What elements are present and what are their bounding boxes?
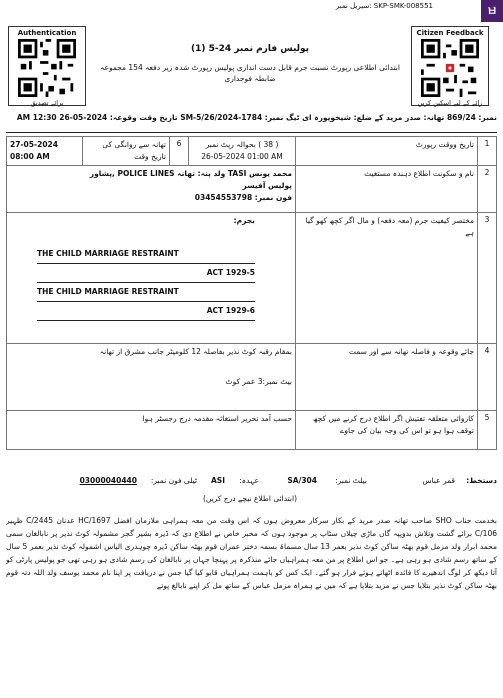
authentication-qr-title: Authentication xyxy=(17,29,77,37)
citizen-feedback-qr-caption: رائے کے لیے اسکین کریں xyxy=(417,99,483,107)
rank-label: عہدہ: xyxy=(239,476,259,485)
table-row xyxy=(7,166,497,213)
phone-label: ٹیلی فون نمبر: xyxy=(150,476,197,485)
row-number: 4 xyxy=(478,344,497,411)
crime-act-line: ACT 1929-6 xyxy=(37,302,255,321)
info-note: (ابتدائی اطلاع نیچے درج کریں) xyxy=(202,494,298,503)
beat-number: بیٹ نمبر:3 عمر کوٹ xyxy=(225,377,292,386)
complainant-phone: فون نمبر: 03454553798 xyxy=(194,193,292,202)
row-label: تاریخ ووقت رپورٹ xyxy=(296,137,478,166)
crime-heading: بجرم: xyxy=(233,216,255,225)
belt-label: بیلٹ نمبر: xyxy=(335,476,367,485)
row-number: 6 xyxy=(170,137,189,166)
row-label: مختصر کیفیت جرم (معہ دفعہ) و مال اگر کچھ کھو گیا ہے xyxy=(296,213,478,344)
authentication-qr-code-icon xyxy=(18,39,76,97)
logo xyxy=(481,0,503,22)
citizen-feedback-qr-code-icon xyxy=(421,39,479,97)
table-row xyxy=(7,213,497,344)
row-value xyxy=(189,137,296,166)
form-subtitle: ابتدائی اطلاعی رپورٹ نسبت جرم قابل دست اندازی پولیس رپورٹ شدہ زیر دفعہ 154 مجموعہ ضابطہ فوجداری xyxy=(100,63,400,83)
officer-phone: 03000040440 xyxy=(79,476,137,485)
row-number: 1 xyxy=(478,137,497,166)
row-label: نام و سکونت اطلاع دہندہ مستغیث xyxy=(296,166,478,213)
serial-number: SKP-SMK-008551 :سیریل نمبر xyxy=(335,2,433,10)
table-row xyxy=(7,344,497,411)
logo-icon: ㅂ xyxy=(486,4,498,18)
report-ref: ( 38 ) بحوالہ رپٹ نمبر xyxy=(205,140,279,149)
incident-location: بمقام رقبہ کوٹ نذیر بفاصلہ 12 کلومیٹر جانب مشرق از تھانہ xyxy=(99,347,292,356)
signature-line xyxy=(6,476,497,490)
crime-act-line: ACT 1929-5 xyxy=(37,264,255,283)
departure-datetime: 27-05-2024 08:00 AM xyxy=(7,137,83,166)
crime-act-line: THE CHILD MARRIAGE RESTRAINT xyxy=(37,283,255,302)
complainant-name: محمد یونس TASI ولد پتہ: تھانہ POLICE LINES ,پشاور xyxy=(89,169,292,178)
citizen-feedback-qr-title: Citizen Feedback xyxy=(416,29,484,37)
report-datetime: 26-05-2024 01:00 AM xyxy=(201,152,283,161)
fir-narrative: بخدمت جناب SHO صاحب تھانہ صدر مرید کے بکار سرکار معروض ہوں کہ اس وقت من معہ ہمراہی ملازمان افضل HC/1697 عدنان 2445/C ظہیر C/106 برائے گشت وتلاش بدوپیہ گاں ماڑی چیلاں سٹاپ پر موجود ہوں کہ مخبر خاص نے اطلاع دی کہ ڈیرہ بشیر گجر مشمولہ کوٹ نذیر پر نابالغان سمی محمد ابرار ولد مزمل قوم بھٹہ ساکن کوٹ نذیر بعمر 13 سال مسماۃ بسمہ دختر عمران قوم بھٹہ ساکن ڈیرہ چوہدری الیاس اشمولہ کوٹ نذیر بعمر 5 سال کے ساتھ رسم شادی ہو رہی ہے۔ جو اس اطلاع پر من معہ ہمراہیاں جائے منذکرہ پر پہنچا جہاں پر نابالغان کی رسم شادی ہو رہی تھی جو پولیس پارٹی کو آتا دیکھ کر لوگ اندھیرے کا فائدہ اٹھاتے ہوئے فرار ہو گئے۔ ایک کس کو باہمت ہمراہیاں قابو کیا گیا جس نے دریافت پر اپنا نام محمد یوسف ولد اللہ دتہ قوم بھٹہ ساکن کوٹ نذیر بتلایا جس نے مزید بتلایا ہے کہ میں نے ہمراہ مزمل عباس کے ساتھ مل کر اپنے نابالغ پوتے xyxy=(6,516,497,590)
complainant-designation: پولیس آفیسر xyxy=(242,181,292,190)
table-row xyxy=(7,137,497,166)
signature-label: دستخط: xyxy=(466,476,497,485)
belt-number: SA/304 xyxy=(287,476,317,485)
fir-table xyxy=(6,136,497,450)
row-value xyxy=(7,213,296,344)
row-value xyxy=(7,344,296,411)
citizen-feedback-qr-box[interactable] xyxy=(411,26,489,106)
table-row xyxy=(7,411,497,450)
officer-name: قمر عباس xyxy=(422,476,455,485)
fir-meta-line: نمبر: 869/24 تھانہ: صدر مرید کے ضلع: شیخوپورہ ای ٹیگ نمبر: SM-5/26/2024-1784 تاریخ وقت وقوعہ: 2024-05-26 12:30 AM xyxy=(16,113,497,122)
row-number: 3 xyxy=(478,213,497,344)
crime-act-line: THE CHILD MARRIAGE RESTRAINT xyxy=(37,245,255,264)
row-label: جائے وقوعہ و فاصلہ تھانہ سے اور سمت xyxy=(296,344,478,411)
row-number: 5 xyxy=(478,411,497,450)
row-number: 2 xyxy=(478,166,497,213)
row-value: حسب آمد تحریر استغاثہ مقدمہ درج رجسٹر ہوا xyxy=(7,411,296,450)
row-value xyxy=(7,166,296,213)
row-label: کاروائی متعلقہ تفتیش اگر اطلاع درج کرنے میں کچھ توقف ہوا ہو تو اس کی وجہ بیان کی جاوے xyxy=(296,411,478,450)
rank-value: ASI xyxy=(211,476,225,485)
form-title: پولیس فارم نمبر 24-5 (1) xyxy=(190,44,310,54)
row-label: تھانہ سے روانگی کی تاریخ وقت xyxy=(83,137,170,166)
authentication-qr-box[interactable] xyxy=(8,26,86,106)
authentication-qr-caption: برائے تصدیق xyxy=(30,99,64,107)
divider xyxy=(6,132,497,133)
